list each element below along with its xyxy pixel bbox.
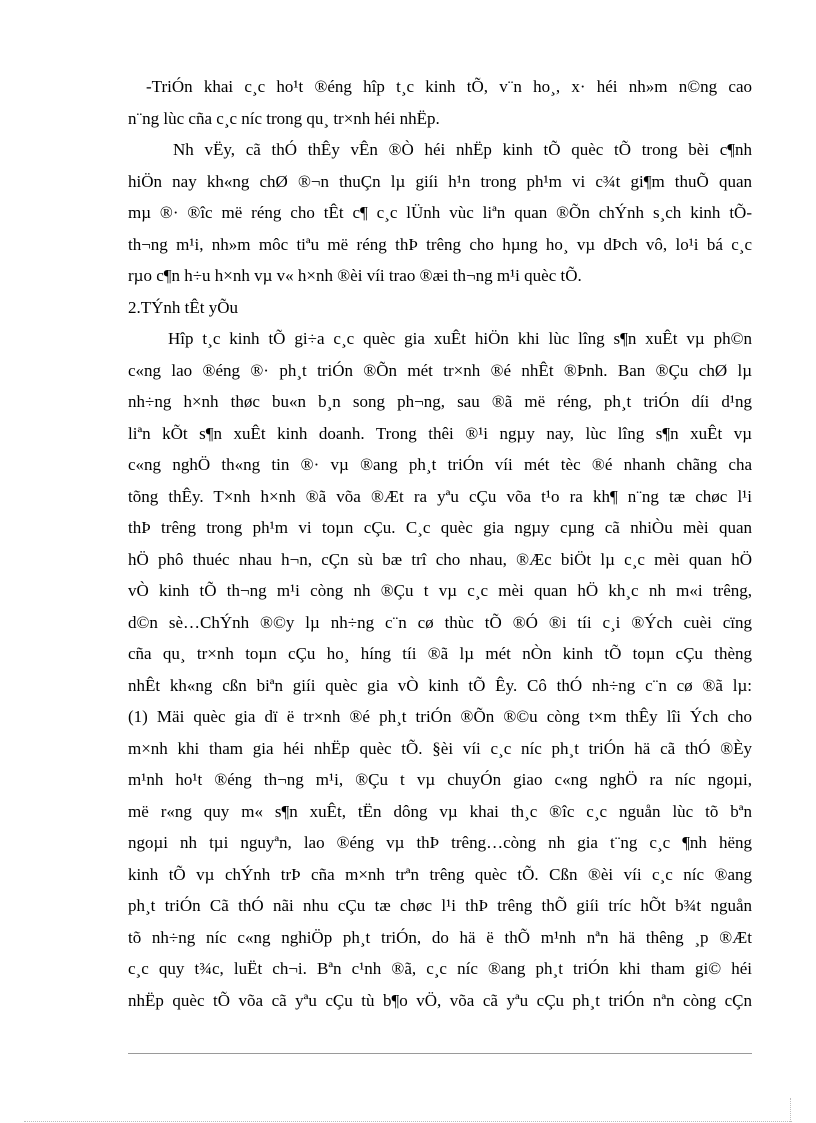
text-line: c¸c quy t¾c, luËt ch¬i. Bªn c¹nh ®ã, c¸c níc ®ang ph¸t triÓn khi tham gi© héi — [128, 959, 752, 978]
text-line: -TriÓn khai c¸c ho¹t ®éng hîp t¸c kinh tÕ, v¨n ho¸, x· héi nh»m n©ng cao — [146, 77, 752, 96]
document-body — [128, 71, 752, 1016]
text-line: (1) Mäi quèc gia dï ë tr×nh ®é ph¸t triÓn ®Õn ®©u còng t×m thÊy lîi Ých cho — [128, 707, 752, 726]
text-line: cña qu¸ tr×nh toµn cÇu ho¸ híng tíi ®ã lµ mét nÒn kinh tÕ toµn cÇu thèng — [128, 644, 752, 663]
text-line: Nh vËy, cã thÓ thÊy vÊn ®Ò héi nhËp kinh tÕ quèc tÕ trong bèi c¶nh — [173, 140, 752, 159]
text-line: tõ nh÷ng níc c«ng nghiÖp ph¸t triÓn, do hä ë thÕ m¹nh nªn hä thêng ¸p ®Æt — [128, 927, 752, 947]
text-line: tõng thÊy. T×nh h×nh ®ã võa ®Æt ra yªu cÇu võa t¹o ra kh¶ n¨ng tæ chøc l¹i — [128, 486, 752, 506]
text-line: hÖ phô thuéc nhau h¬n, cÇn sù bæ trî cho nhau, ®Æc biÖt lµ c¸c mèi quan hÖ — [128, 549, 752, 569]
text-line: ngoµi nh tµi nguyªn, lao ®éng vµ thÞ trêng…còng nh gia t¨ng c¸c ¶nh hëng — [128, 833, 752, 852]
paragraph — [128, 134, 752, 292]
text-line: rµo c¶n h÷u h×nh vµ v« h×nh ®èi víi trao ®æi th¬ng m¹i quèc tÕ. — [128, 266, 582, 285]
text-line: Hîp t¸c kinh tÕ gi÷a c¸c quèc gia xuÊt hiÖn khi lùc lîng s¶n xuÊt vµ ph©n — [168, 329, 752, 348]
text-line: ph¸t triÓn Cã thÓ nãi nhu cÇu tæ chøc l¹i thÞ trêng thÕ giíi tríc hÕt b¾t nguån — [128, 896, 752, 915]
page-corner-border — [790, 1098, 791, 1122]
text-line: liªn kÕt s¶n xuÊt kinh doanh. Trong thêi ®¹i ngµy nay, lùc lîng s¶n xuÊt vµ — [128, 423, 752, 443]
text-line: n¨ng lùc cña c¸c níc trong qu¸ tr×nh héi nhËp. — [128, 108, 440, 128]
text-line: nh÷ng h×nh thøc bu«n b¸n song ph¬ng, sau ®ã më réng, ph¸t triÓn díi d¹ng — [128, 392, 752, 411]
text-line: hiÖn nay kh«ng chØ ®¬n thuÇn lµ giíi h¹n trong ph¹m vi c¾t gi¶m thuÕ quan — [128, 171, 752, 191]
text-line: më r«ng quy m« s¶n xuÊt, tËn dông vµ khai th¸c ®îc c¸c nguån lùc tõ bªn — [128, 801, 752, 821]
text-line: thÞ trêng trong ph¹m vi toµn cÇu. C¸c quèc gia ngµy cµng cã nhiÒu mèi quan — [128, 518, 752, 537]
text-line: m×nh khi tham gia héi nhËp quèc tÕ. §èi víi c¸c níc ph¸t triÓn hä cã thÓ ®Èy — [128, 738, 752, 758]
text-line: m¹nh ho¹t ®éng th¬ng m¹i, ®Çu t vµ chuyÓn giao c«ng nghÖ ra níc ngoµi, — [128, 770, 752, 789]
footer-divider — [128, 1053, 752, 1054]
paragraph — [128, 71, 752, 134]
text-line: vÒ kinh tÕ th¬ng m¹i còng nh ®Çu t vµ c¸c mèi quan hÖ kh¸c nh m«i trêng, — [128, 581, 752, 600]
page-bottom-border — [24, 1121, 792, 1122]
paragraph — [128, 323, 752, 1016]
text-line: th¬ng m¹i, nh»m môc tiªu më réng thÞ trêng cho hµng ho¸ vµ dÞch vô, lo¹i bá c¸c — [128, 234, 752, 254]
text-line: mµ ®· ®îc më réng cho tÊt c¶ c¸c lÜnh vùc liªn quan ®Õn chÝnh s¸ch kinh tÕ- — [128, 203, 752, 222]
text-line: d©n sè…ChÝnh ®©y lµ nh÷ng c¨n cø thùc tÕ ®Ó ®i tíi c¸i ®Ých cuèi cïng — [128, 612, 752, 632]
text-line: c«ng lao ®éng ®· ph¸t triÓn ®Õn mét tr×nh ®é nhÊt ®Þnh. Ban ®Çu chØ lµ — [128, 360, 752, 380]
text-line: kinh tÕ vµ chÝnh trÞ cña m×nh trªn trêng quèc tÕ. Cßn ®èi víi c¸c níc ®ang — [128, 864, 752, 884]
text-line: c«ng nghÖ th«ng tin ®· vµ ®ang ph¸t triÓn víi mét tèc ®é nhanh chãng cha — [128, 455, 752, 474]
section-heading: 2.TÝnh tÊt yÕu — [128, 297, 239, 317]
text-line: nhÊt kh«ng cßn biªn giíi quèc gia vÒ kinh tÕ Êy. Cô thÓ nh÷ng c¨n cø ®ã lµ: — [128, 675, 752, 695]
text-line: nhËp quèc tÕ võa cã yªu cÇu tù b¶o vÖ, võa cã yªu cÇu ph¸t triÓn nªn còng cÇn — [128, 990, 752, 1010]
